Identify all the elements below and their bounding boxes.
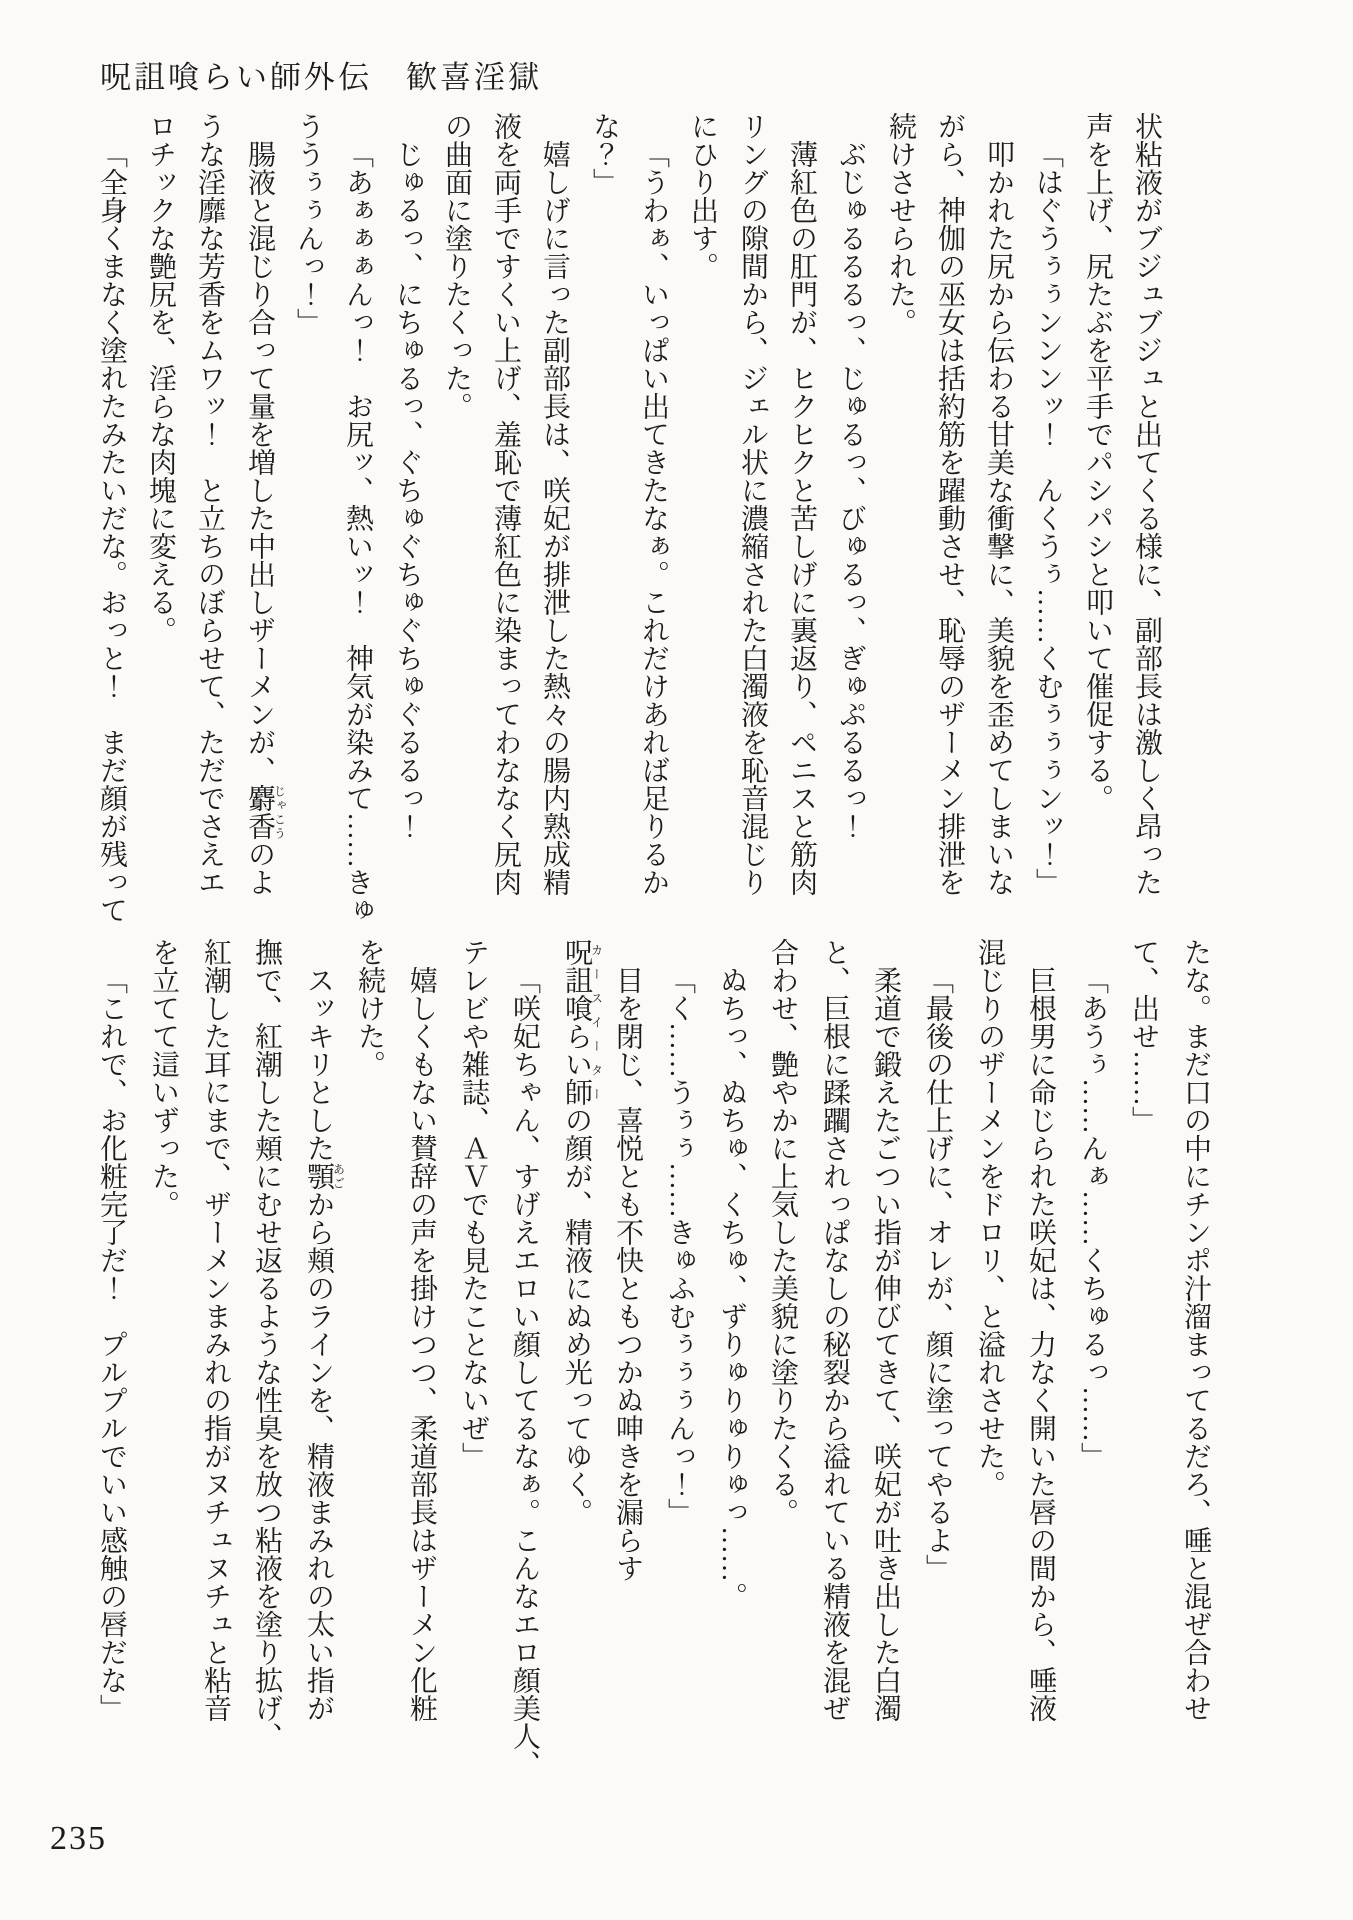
text-column: 撫で、紅潮した頬にむせ返るような性臭を放つ粘液を塗り拡げ、 (251, 938, 282, 1750)
text-column: 「最後の仕上げに、オレが、顔に塗ってやるよ」 (922, 966, 953, 1582)
ruby-annotated-text: 呪詛喰らい師カースイーター (561, 938, 604, 1106)
text-column: 「あぁぁぁんっ！ お尻ッ、熱いッ！ 神気が染みて……きゅ (342, 140, 373, 924)
page-number: 235 (50, 1820, 107, 1857)
text-column: リングの隙間から、ジェル状に濃縮された白濁液を恥音混じり (737, 112, 768, 896)
text-column: スッキリとした顎あごから頬のラインを、精液まみれの太い指が (303, 966, 346, 1722)
text-column: 「はぐうぅぅンンンッ！ んくうぅ……くむぅぅぅンッ！」 (1032, 140, 1063, 896)
text-column: 「うわぁ、いっぱい出てきたなぁ。これだけあれば足りるか (638, 140, 669, 896)
text-column: 状粘液がブジュブジュと出てくる様に、副部長は激しく昂った (1131, 112, 1162, 896)
text-column: の曲面に塗りたくった。 (441, 112, 472, 420)
text-column: 柔道で鍛えたごつい指が伸びてきて、咲妃が吐き出した白濁 (870, 966, 901, 1722)
text-column: ぬちっ、ぬちゅ、くちゅ、ずりゅりゅりゅっ……。 (716, 966, 747, 1610)
text-column: 合わせ、艶やかに上気した美貌に塗りたくる。 (767, 938, 798, 1526)
text-column: テレビや雑誌、ＡＶでも見たことないぜ」 (458, 938, 489, 1470)
text-column: 続けさせられた。 (885, 112, 916, 336)
text-column: うな淫靡な芳香をムワッ！ と立ちのぼらせて、ただでさえエ (194, 112, 225, 896)
text-column: 嬉しくもない賛辞の声を掛けつつ、柔道部長はザーメン化粧 (406, 966, 437, 1722)
text-column: じゅるっ、にちゅるっ、ぐちゅぐちゅぐちゅぐるるっ！ (392, 140, 423, 840)
text-column: ロチックな艶尻を、淫らな肉塊に変える。 (145, 112, 176, 644)
text-column: 「く……うぅぅ……きゅふむぅぅぅんっ！」 (664, 966, 695, 1526)
text-column: 混じりのザーメンをドロリ、と溢れさせた。 (974, 938, 1005, 1498)
text-column: 「全身くまなく塗れたみたいだな。おっと！ まだ顔が残って (96, 140, 127, 924)
text-column: 声を上げ、尻たぶを平手でパシパシと叩いて催促する。 (1082, 112, 1113, 812)
text-column: たな。まだ口の中にチンポ汁溜まってるだろ、唾と混ぜ合わせ (1180, 938, 1211, 1722)
text-column: 叩かれた尻から伝わる甘美な衝撃に、美貌を歪めてしまいな (983, 140, 1014, 896)
text-column: 巨根男に命じられた咲妃は、力なく開いた唇の間から、唾液 (1025, 966, 1056, 1722)
text-column: 「これで、お化粧完了だ！ プルプルでいい感触の唇だな」 (96, 966, 127, 1722)
text-column: て、出せ……」 (1128, 938, 1159, 1134)
text-column: と、巨根に蹂躙されっぱなしの秘裂から溢れている精液を混ぜ (819, 938, 850, 1722)
text-column: 腸液と混じり合って量を増した中出しザーメンが、麝香じゃこうのよ (244, 140, 287, 896)
text-column: 薄紅色の肛門が、ヒクヒクと苦しげに裏返り、ペニスと筋肉 (786, 140, 817, 896)
text-column: 目を閉じ、喜悦とも不快ともつかぬ呻きを漏らす (612, 966, 643, 1582)
text-column: ううぅぅんっ！」 (293, 112, 324, 336)
text-column: を立てて這いずった。 (148, 938, 179, 1218)
text-column: がら、神伽の巫女は括約筋を躍動させ、恥辱のザーメン排泄を (934, 112, 965, 896)
text-column: 「咲妃ちゃん、すげえエロい顔してるなぁ。こんなエロ顔美人、 (509, 966, 540, 1778)
text-column: 「あうぅ……んぁ……くちゅるっ……」 (1077, 966, 1108, 1470)
text-column: 呪詛喰らい師カースイーターの顔が、精液にぬめ光ってゆく。 (561, 938, 604, 1526)
ruby-annotated-text: 顎あご (303, 1162, 346, 1190)
ruby-annotated-text: 麝香じゃこう (244, 784, 287, 840)
text-column: 紅潮した耳にまで、ザーメンまみれの指がヌチュヌチュと粘音 (200, 938, 231, 1722)
text-column: 液を両手ですくい上げ、羞恥で薄紅色に染まってわななく尻肉 (490, 112, 521, 896)
text-column: 嬉しげに言った副部長は、咲妃が排泄した熱々の腸内熟成精 (539, 140, 570, 896)
text-column: ぶじゅるるるっ、じゅるっ、びゅるっ、ぎゅぷるるっ！ (835, 140, 866, 840)
text-column: にひり出す。 (687, 112, 718, 280)
text-column: な？」 (589, 112, 620, 196)
text-column: を続けた。 (354, 938, 385, 1078)
running-header-title: 呪詛喰らい師外伝 歓喜淫獄 (100, 60, 542, 95)
